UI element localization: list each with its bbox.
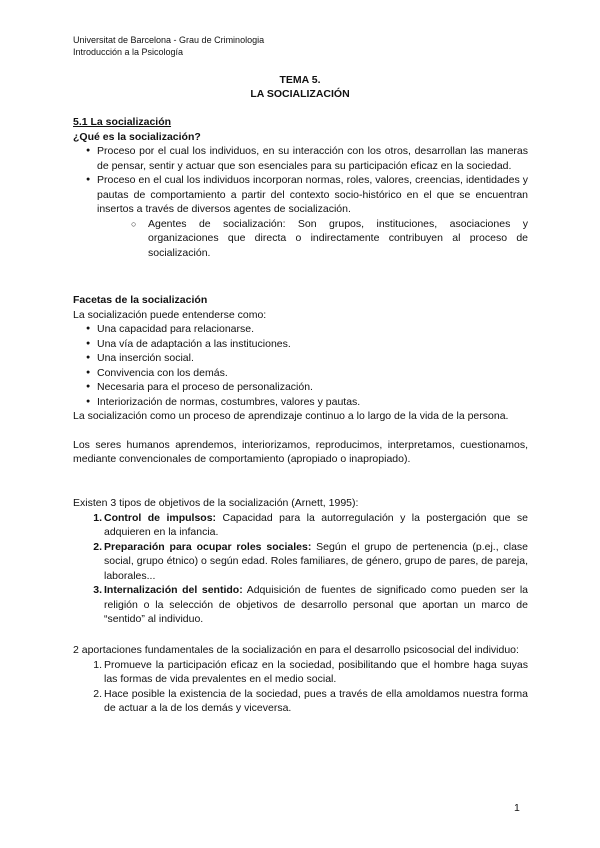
list-item [84, 511, 528, 540]
list-item: ● Necesaria para el proceso de personalización. [73, 380, 528, 395]
item-text: Capacidad para la autorregulación y la postergación que se adquieren en la infancia. [104, 511, 529, 538]
section-heading: 5.1 La socialización [73, 116, 172, 128]
item-term: Internalización del sentido: [104, 584, 243, 596]
facetas-paragraph: Los seres humanos aprendemos, interiorizamos, reproducimos, interpretamos, cuestionamos, mediante convencionales de comportamiento (apropiado o inapropiado). [73, 438, 528, 465]
item-term: Control de impulsos: [104, 511, 217, 524]
objetivos-list [73, 511, 528, 627]
aportaciones-intro: 2 aportaciones fundamentales de la socialización en para el desarrollo psicosocial del individuo: [73, 644, 519, 656]
list-item: ● Una inserción social. [73, 351, 528, 366]
sub-list-item: ○ Agentes de socialización: Son grupos, instituciones, asociaciones y organizaciones que directa o indirectamente contribuyen al proceso de socialización. [73, 217, 528, 261]
item-text: Según el grupo de pertenencia (p.ej., clase social, grupo étnico) o según edad. Roles familiares, de género, grupo de pares, de pareja, laborales... [104, 540, 528, 582]
section-facetas [73, 293, 528, 467]
section-socializacion [73, 115, 528, 260]
definition-list [73, 144, 528, 260]
section-aportaciones [73, 643, 528, 716]
item-number: 3. [93, 584, 102, 596]
header-course: Introducción a la Psicología [73, 47, 184, 57]
item-text: Promueve la participación eficaz en la sociedad, posibilitando que el hombre haga suyas las formas de vida prevalentes en el medio social. [104, 658, 528, 685]
facetas-heading: Facetas de la socialización [73, 294, 208, 306]
aportaciones-list [73, 658, 528, 716]
item-term: Preparación para ocupar roles sociales: [104, 540, 312, 553]
title-socializacion: LA SOCIALIZACIÓN [250, 88, 350, 100]
item-number: 1. [93, 511, 102, 524]
facetas-list [73, 322, 528, 409]
list-item [84, 540, 528, 584]
objetivos-intro: Existen 3 tipos de objetivos de la socialización (Arnett, 1995): [73, 497, 359, 509]
facetas-paragraph: La socialización como un proceso de aprendizaje continuo a lo largo de la vida de la persona. [73, 410, 509, 422]
header-university: Universitat de Barcelona - Grau de Criminologia [73, 35, 265, 45]
section-objetivos [73, 496, 528, 627]
title-tema: TEMA 5. [279, 74, 321, 86]
list-item: ● Una capacidad para relacionarse. [73, 322, 528, 337]
facetas-intro: La socialización puede entenderse como: [73, 308, 267, 321]
item-text: Hace posible la existencia de la sociedad, pues a través de ella amoldamos nuestra forma de actuar a la de los demás y viceversa. [104, 687, 528, 714]
list-item [84, 583, 528, 627]
item-number: 1. [93, 658, 102, 671]
list-item [84, 658, 528, 687]
page-header [73, 34, 264, 58]
list-item: ● Convivencia con los demás. [73, 366, 528, 381]
list-item: ● Una vía de adaptación a las instituciones. [73, 337, 528, 352]
page-number: 1 [514, 802, 520, 814]
list-item: ● Proceso en el cual los individuos incorporan normas, roles, valores, creencias, identidades y pautas de comportamiento a partir del contexto socio-histórico en el que se encuentran insertos a través de diversos agentes de socialización. [73, 173, 528, 217]
section-question: ¿Qué es la socialización? [73, 130, 201, 143]
item-number: 2. [93, 687, 102, 700]
item-text: Adquisición de fuentes de significado como pueden ser la religión o la selección de objetivos de desarrollo personal que aportan un marco de “sentido” al individuo. [104, 584, 528, 625]
list-item: ● Proceso por el cual los individuos, en su interacción con los otros, desarrollan las maneras de pensar, sentir y actuar que son esenciales para su participación eficaz en la sociedad. [73, 144, 528, 173]
item-number: 2. [93, 540, 102, 553]
list-item: ● Interiorización de normas, costumbres, valores y pautas. [73, 395, 528, 410]
list-item [84, 687, 528, 716]
